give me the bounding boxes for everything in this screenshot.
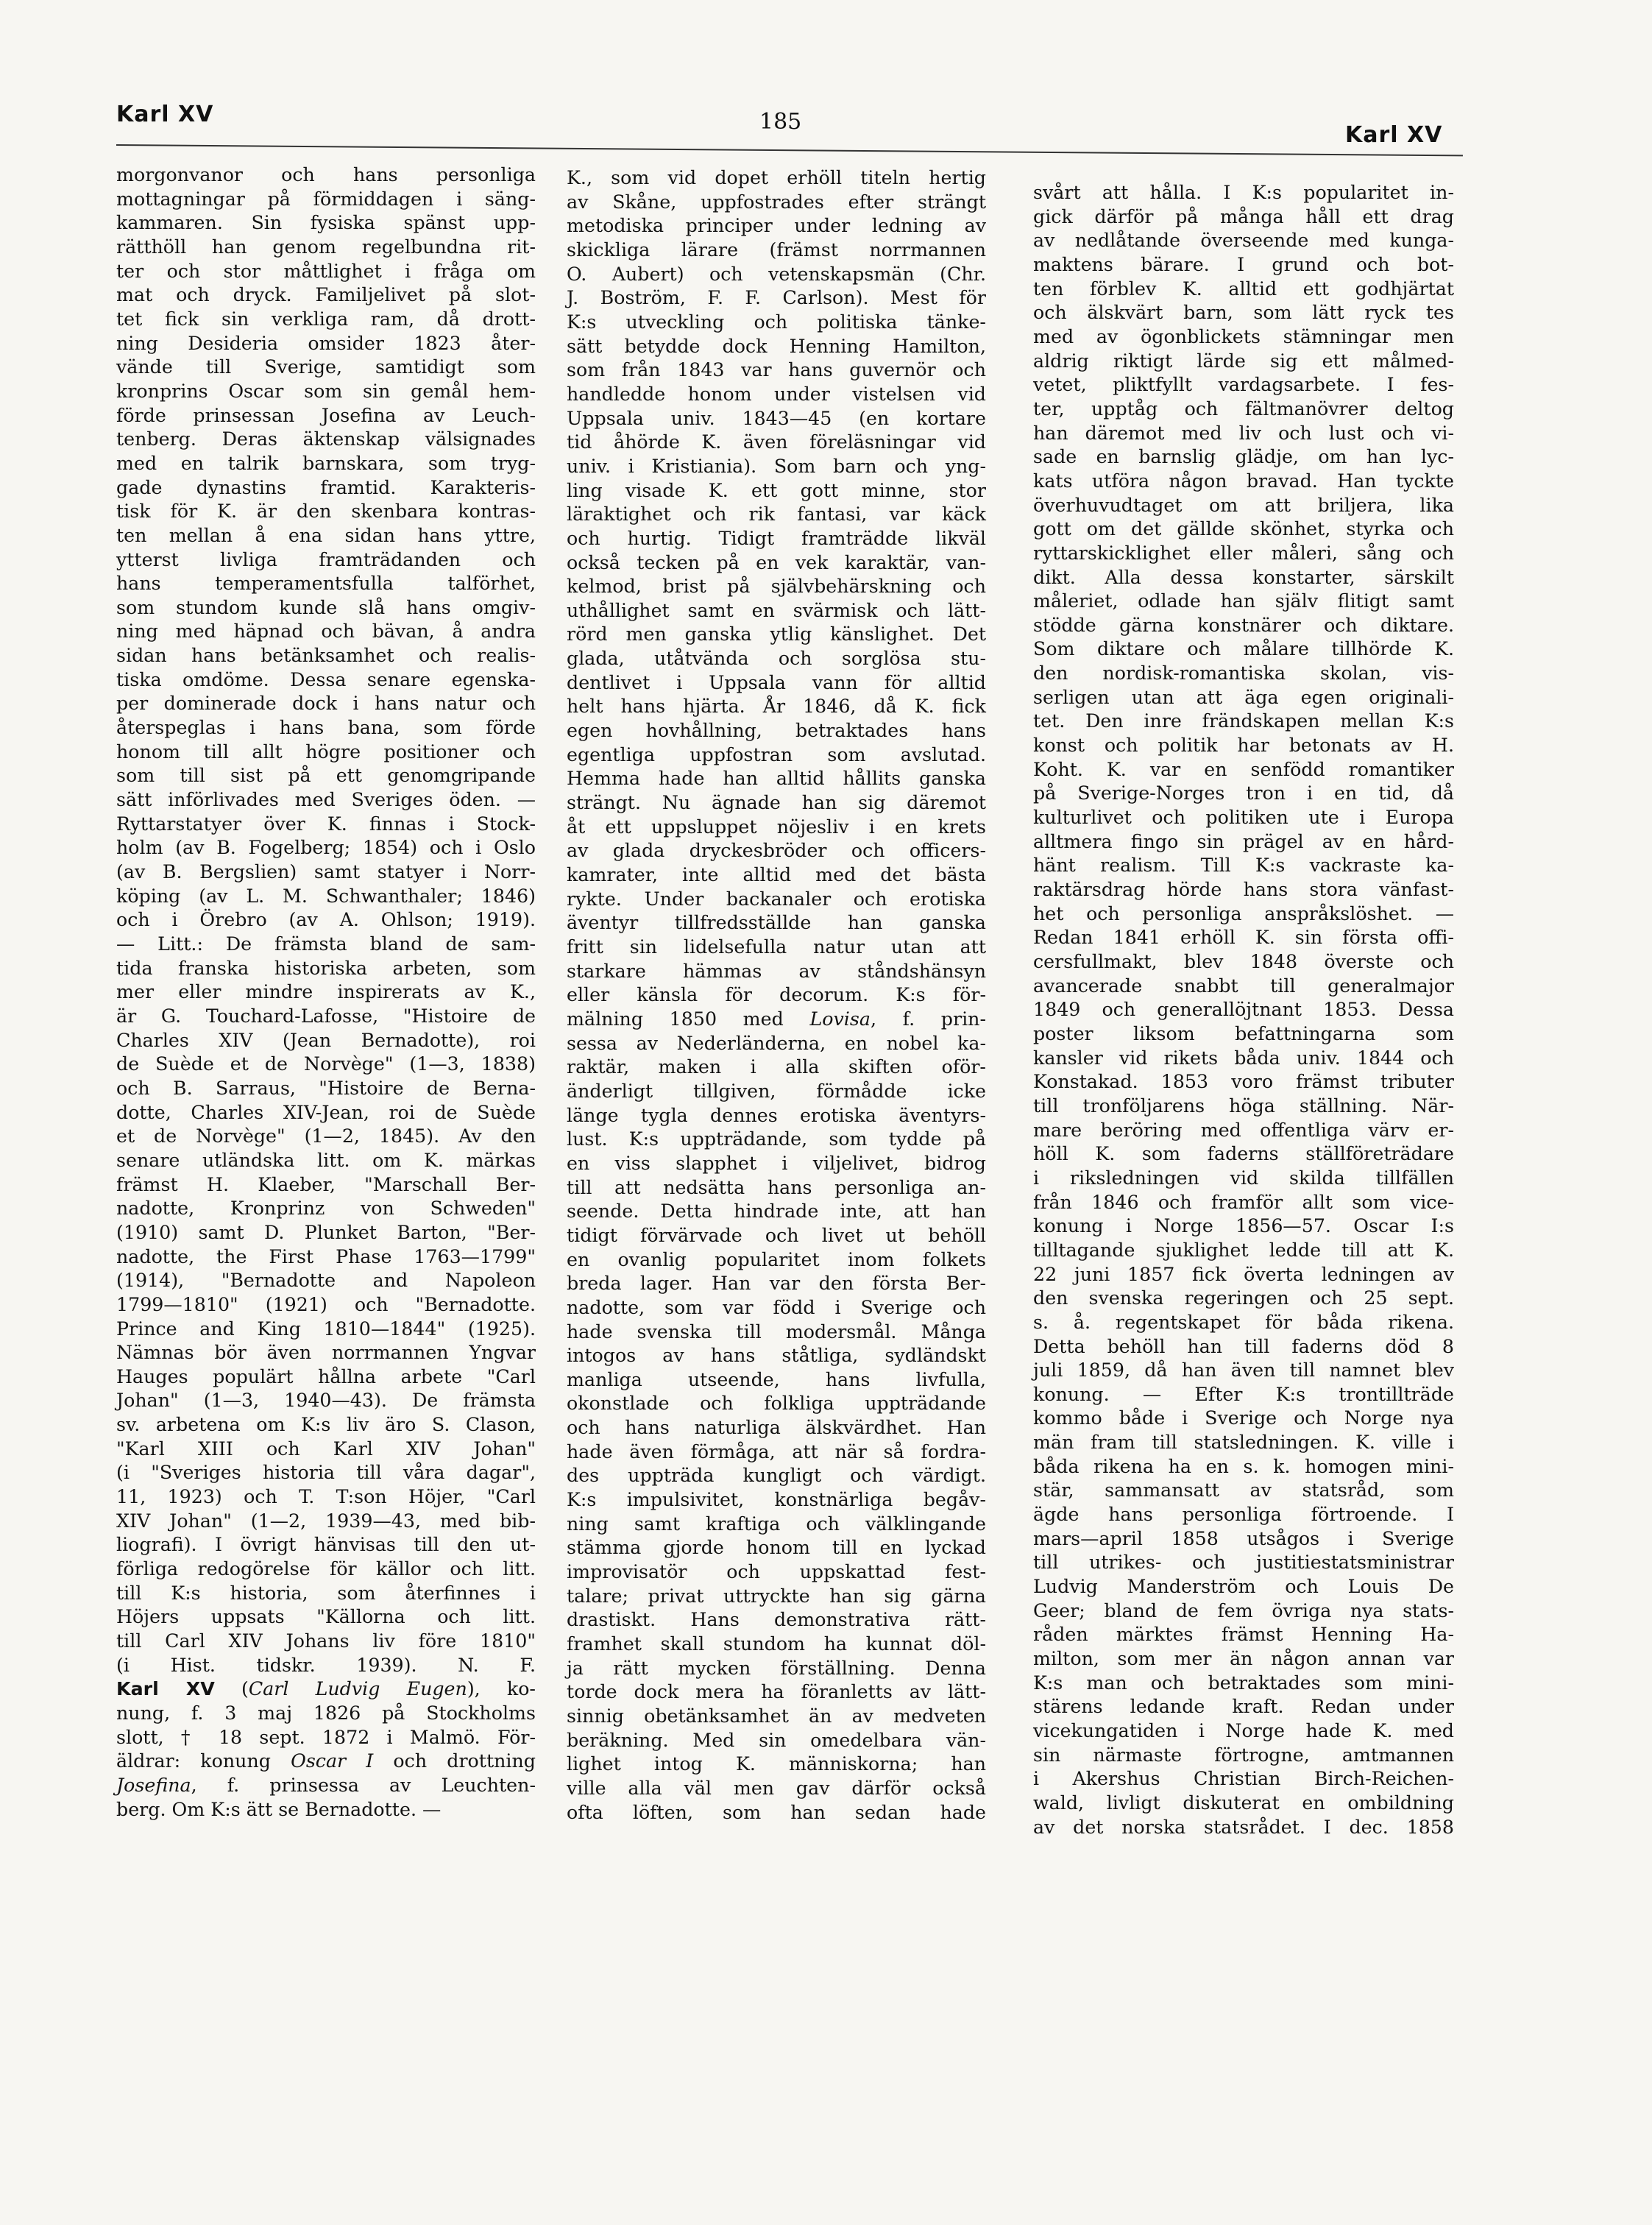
text-line: Detta behöll han till faderns död 8 [1033, 1335, 1454, 1357]
italic-name: Josefina [116, 1774, 191, 1796]
text-line: män fram till statsledningen. K. ville i [1033, 1432, 1454, 1454]
text-line: egentliga uppfostran som avslutad. [567, 743, 986, 765]
text-line: et de Norvège" (1—2, 1845). Av den [116, 1125, 536, 1147]
text-line: stärens ledande kraft. Redan under [1033, 1696, 1454, 1718]
text-line: ville alla väl men gav därför också [567, 1777, 986, 1799]
text-line: holm (av B. Fogelberg; 1854) och i Oslo [116, 837, 536, 859]
text-line: av nedlåtande överseende med kunga- [1033, 230, 1454, 252]
text-line: Koht. K. var en senfödd romantiker [1033, 758, 1454, 780]
text-line: ter, upptåg och fältmanövrer deltog [1033, 397, 1454, 420]
text-line: förde prinsessan Josefina av Leuch- [116, 404, 536, 426]
text-line: hade svenska till modersmål. Många [567, 1320, 986, 1343]
text-line: mälning 1850 med Lovisa, f. prin- [567, 1008, 987, 1030]
text-line: med av ögonblickets stämningar men [1033, 325, 1454, 347]
text-line: improvisatör och uppskattad fest- [567, 1561, 986, 1583]
text-line: beräkning. Med sin omedelbara vän- [567, 1729, 986, 1751]
text-line: överhuvudtaget om att briljera, lika [1033, 494, 1454, 516]
text-line: sade en barnslig glädje, om han lyc- [1033, 446, 1454, 468]
text-line: konst och politik har betonats av H. [1033, 735, 1454, 757]
text-line: Som diktare och målare tillhörde K. [1033, 638, 1454, 660]
text-line: nadotte, Kronprinz von Schweden" [116, 1198, 536, 1220]
text-line: strängt. Nu ägnade han sig däremot [567, 792, 986, 814]
text-line: förliga redogörelse för källor och litt. [116, 1558, 536, 1580]
text-line: som stundom kunde slå hans omgiv- [116, 596, 536, 618]
text-line: rörd men ganska ytlig känslighet. Det [567, 623, 986, 645]
text-line: slott, † 18 sept. 1872 i Malmö. För- [116, 1726, 536, 1748]
text-line: och B. Sarraus, "Histoire de Berna- [116, 1077, 536, 1099]
text-line: senare utländska litt. om K. märkas [116, 1149, 536, 1171]
text-line: raktärsdrag hörde hans stora vänfast- [1033, 879, 1454, 901]
text-line: (1914), "Bernadotte and Napoleon [116, 1270, 536, 1292]
text-line: dentlivet i Uppsala vann för alltid [567, 671, 986, 693]
text-line: mare beröring med offentliga värv er- [1033, 1119, 1454, 1141]
text-line: rätthöll han genom regelbundna rit- [116, 236, 536, 258]
text-line: K:s utveckling och politiska tänke- [567, 311, 986, 333]
text-line: 1799—1810" (1921) och "Bernadotte. [116, 1293, 536, 1315]
text-line: (av B. Bergslien) samt statyer i Norr- [116, 861, 536, 883]
text-line: råden märktes främst Henning Ha- [1033, 1624, 1454, 1646]
text-line: mer eller mindre inspirerats av K., [116, 981, 536, 1003]
text-line: tenberg. Deras äktenskap välsignades [116, 428, 536, 450]
text-line: ytterst livliga framträdanden och [116, 548, 536, 570]
text-line: ten förblev K. alltid ett godhjärtat [1033, 277, 1454, 300]
text-line: den nordisk-romantiska skolan, vis- [1033, 662, 1454, 685]
running-head-right: Karl XV [1345, 122, 1443, 148]
column-1-paragraph-2 [116, 1702, 536, 1822]
text-line: kamrater, inte alltid med det bästa [567, 864, 986, 886]
text-line: per dominerade dock i hans natur och [116, 693, 536, 715]
text-line: sv. arbetena om K:s liv äro S. Clason, [116, 1414, 536, 1436]
text-line: kommo både i Sverige och Norge nya [1033, 1407, 1454, 1429]
text-line: till att nedsätta hans personliga an- [567, 1176, 986, 1198]
text-line: okonstlade och folkliga uppträdande [567, 1393, 986, 1415]
text-line: sätt införlivades med Sveriges öden. — [116, 789, 536, 811]
text-line: dotte, Charles XIV-Jean, roi de Suède [116, 1101, 536, 1123]
text-line: till K:s historia, som återfinnes i [116, 1582, 536, 1604]
text-line: rykte. Under backanaler och erotiska [567, 888, 986, 910]
running-head-left: Karl XV [116, 102, 214, 127]
text-column-3 [1033, 181, 1454, 1839]
text-line: och hans naturliga älskvärdhet. Han [567, 1417, 986, 1439]
text-line: och i Örebro (av A. Ohlson; 1919). [116, 909, 536, 931]
text-line: tet fick sin verkliga ram, då drott- [116, 308, 536, 330]
text-line: eller känsla för decorum. K:s för- [567, 984, 986, 1006]
text-line: "Karl XIII och Karl XIV Johan" [116, 1437, 536, 1460]
text-line: till Carl XIV Johans liv före 1810" [116, 1630, 536, 1652]
text-line: 11, 1923) och T. T:son Höjer, "Carl [116, 1486, 536, 1508]
text-line: änderligt tillgiven, förmådde icke [567, 1080, 986, 1102]
text-line: länge tygla dennes erotiska äventyrs- [567, 1104, 986, 1126]
text-line: Uppsala univ. 1843—45 (en kortare [567, 407, 986, 429]
text-line: Konstakad. 1853 voro främst tributer [1033, 1071, 1454, 1093]
text-line: äldrar: konung Oscar I och drottning [116, 1750, 536, 1772]
text-line: K:s man och betraktades som mini- [1033, 1672, 1454, 1694]
text-line: gade dynastins framtid. Karakteris- [116, 476, 536, 498]
text-line: som till sist på ett genomgripande [116, 765, 536, 787]
text-line: kronprins Oscar som sin gemål hem- [116, 380, 536, 402]
text-line: ja rätt mycken förställning. Denna [567, 1657, 986, 1679]
text-line: Hemma hade han alltid hållits ganska [567, 768, 986, 790]
text-line: ning samt kraftiga och välklingande [567, 1513, 986, 1535]
text-line: från 1846 och framför allt som vice- [1033, 1191, 1454, 1213]
text-line: fritt sin lidelsefulla natur utan att [567, 936, 986, 958]
text-line: K., som vid dopet erhöll titeln hertig [567, 167, 986, 188]
text-line: lighet intog K. människorna; han [567, 1753, 986, 1775]
entry-title: Karl XV [116, 1678, 215, 1700]
text-line: läraktighet och rik fantasi, var käck [567, 503, 986, 526]
text-line: XIV Johan" (1—2, 1939—43, med bib- [116, 1510, 536, 1532]
text-line: sätt betydde dock Henning Hamilton, [567, 335, 986, 357]
text-line: främst H. Klaeber, "Marschall Ber- [116, 1173, 536, 1195]
text-line: ling visade K. ett gott minne, stor [567, 479, 986, 501]
text-line: drastiskt. Hans demonstrativa rätt- [567, 1609, 986, 1631]
text-line: nadotte, the First Phase 1763—1799" [116, 1245, 536, 1267]
text-line: alltmera fingo sin prägel av en hård- [1033, 830, 1454, 852]
text-line: kulturlivet och politiken ute i Europa [1033, 807, 1454, 829]
text-line: metodiska principer under ledning av [567, 215, 986, 237]
text-line: dikt. Alla dessa konstarter, särskilt [1033, 566, 1454, 588]
text-line: — Litt.: De främsta bland de sam- [116, 933, 536, 955]
text-line: de Suède et de Norvège" (1—3, 1838) [116, 1053, 536, 1075]
text-line: ter och stor måttlighet i fråga om [116, 260, 536, 282]
text-line: konung i Norge 1856—57. Oscar I:s [1033, 1215, 1454, 1237]
text-line: 1849 och generallöjtnant 1853. Dessa [1033, 999, 1454, 1021]
text-line: ten mellan å ena sidan hans yttre, [116, 524, 536, 546]
text-line: vetet, pliktfyllt vardagsarbete. I fes- [1033, 374, 1454, 396]
text-line: Hauges populärt hållna arbete "Carl [116, 1365, 536, 1387]
text-line: ning med häpnad och bävan, å andra [116, 620, 536, 643]
text-line: s. å. regentskapet för båda rikena. [1033, 1311, 1454, 1333]
text-line: sin närmaste förtrogne, amtmannen [1033, 1744, 1454, 1766]
text-line: i riksledningen vid skilda tillfällen [1033, 1167, 1454, 1189]
text-line: lust. K:s uppträdande, som tydde på [567, 1128, 986, 1150]
text-line: tisk för K. är den skenbara kontras- [116, 500, 536, 523]
entry-full-name: Carl Ludvig Eugen [248, 1678, 467, 1700]
text-line: seende. Detta hindrade inte, att han [567, 1200, 986, 1223]
text-line: åt ett uppsluppet nöjesliv i en krets [567, 816, 986, 838]
text-line: gott om det gällde skönhet, styrka och [1033, 518, 1454, 540]
text-line: Geer; bland de fem övriga nya stats- [1033, 1599, 1454, 1621]
text-line: mars—april 1858 utsågos i Sverige [1033, 1527, 1454, 1549]
text-line: honom till allt högre positioner och [116, 740, 536, 763]
text-line: glada, utåtvända och sorglösa stu- [567, 648, 986, 670]
text-line: svårt att hålla. I K:s popularitet in- [1033, 182, 1454, 203]
text-line: höll K. som faderns ställföreträdare [1033, 1143, 1454, 1165]
header-rule [116, 144, 1463, 156]
text-line: O. Aubert) och vetenskapsmän (Chr. [567, 263, 986, 285]
text-line: milton, som mer än någon annan var [1033, 1648, 1454, 1670]
text-line: återspeglas i hans bana, som förde [116, 717, 536, 739]
text-line: måleriet, odlade han själv flitigt samt [1033, 590, 1454, 612]
text-line: tida franska historiska arbeten, som [116, 957, 536, 979]
text-line: tilltagande sjuklighet ledde till att K. [1033, 1239, 1454, 1261]
text-line: liografi). I övrigt hänvisas till den ut- [116, 1534, 536, 1556]
text-column-1 [116, 163, 536, 1822]
text-line: av glada dryckesbröder och officers- [567, 840, 986, 862]
text-line: uthållighet samt en svärmisk och lätt- [567, 599, 986, 621]
text-line: en ovanlig popularitet inom folkets [567, 1248, 986, 1270]
text-line: nadotte, som var född i Sverige och [567, 1296, 986, 1318]
text-line: äventyr tillfredsställde han ganska [567, 912, 986, 934]
text-line: helt hans hjärta. År 1846, då K. fick [567, 696, 986, 718]
text-line: konung. — Efter K:s trontillträde [1033, 1383, 1454, 1405]
text-line: manliga utseende, hans livfulla, [567, 1368, 986, 1390]
text-line: ägde hans personliga förtroende. I [1033, 1504, 1454, 1526]
text-line: morgonvanor och hans personliga [116, 164, 536, 185]
text-line: tet. Den inre frändskapen mellan K:s [1033, 710, 1454, 732]
text-line: tiska omdöme. Dessa senare egenska- [116, 668, 536, 690]
text-line: egen hovhållning, betraktades hans [567, 720, 986, 742]
text-line: köping (av L. M. Schwanthaler; 1846) [116, 885, 536, 907]
text-line: starkare hämmas av ståndshänsyn [567, 960, 986, 982]
text-line: i Akershus Christian Birch-Reichen- [1033, 1768, 1454, 1790]
text-line: till utrikes- och justitiestatsministrar [1033, 1552, 1454, 1574]
text-line: mat och dryck. Familjelivet på slot- [116, 284, 536, 306]
text-column-2 [567, 166, 986, 1825]
text-line: vicekungatiden i Norge hade K. med [1033, 1720, 1454, 1741]
text-line: avancerade snabbt till generalmajor [1033, 974, 1454, 997]
text-line: (i Hist. tidskr. 1939). N. F. [116, 1654, 536, 1676]
text-line: Nämnas bör även norrmannen Yngvar [116, 1342, 536, 1364]
text-line: aldrig riktigt lärde sig ett målmed- [1033, 350, 1454, 372]
text-line: mottagningar på förmiddagen i säng- [116, 188, 536, 210]
italic-name: Oscar I [291, 1750, 374, 1772]
text-line: juli 1859, då han även till namnet blev [1033, 1359, 1454, 1382]
entry-line-rest: ), ko- [467, 1678, 536, 1700]
text-line: het och personliga anspråkslöshet. — [1033, 902, 1454, 924]
text-line: Charles XIV (Jean Bernadotte), roi [116, 1029, 536, 1051]
column-1-paragraph-1 [116, 163, 536, 1677]
text-line: av Skåne, uppfostrades efter strängt [567, 191, 986, 213]
text-line: univ. i Kristiania). Som barn och yng- [567, 455, 986, 477]
text-line: 22 juni 1857 fick överta ledningen av [1033, 1263, 1454, 1285]
text-line: Höjers uppsats "Källorna och litt. [116, 1606, 536, 1628]
text-line: sidan hans betänksamhet och realis- [116, 645, 536, 667]
text-line: till tronföljarens höga ställning. När- [1033, 1094, 1454, 1117]
text-line: på Sverige-Norges tron i en tid, då [1033, 782, 1454, 804]
text-line: Prince and King 1810—1844" (1925). [116, 1317, 536, 1340]
text-line: intogos av hans ståtliga, sydländskt [567, 1345, 986, 1367]
text-line: cersfullmakt, blev 1848 överste och [1033, 951, 1454, 972]
text-line: raktär, maken i alla skiften oför- [567, 1056, 986, 1078]
text-line: en viss slapphet i viljelivet, bidrog [567, 1152, 986, 1174]
text-line: är G. Touchard-Lafosse, "Histoire de [116, 1005, 536, 1027]
text-line: som från 1843 var hans guvernör och [567, 359, 986, 381]
text-line: den svenska regeringen och 25 sept. [1033, 1287, 1454, 1309]
text-line: och hurtig. Tidigt framträdde likväl [567, 527, 986, 549]
text-line: berg. Om K:s ätt se Bernadotte. — [116, 1798, 442, 1820]
text-line: kansler vid rikets båda univ. 1844 och [1033, 1047, 1454, 1069]
text-line: också tecken på en vek karaktär, van- [567, 551, 986, 573]
text-line: skickliga lärare (främst norrmannen [567, 238, 986, 261]
text-line: Johan" (1—3, 1940—43). De främsta [116, 1390, 536, 1412]
text-line: tidigt förvärvade och livet ut behöll [567, 1224, 986, 1246]
text-line: framhet skall stundom ha kunnat döl- [567, 1633, 986, 1655]
text-line: kats utföra någon bravad. Han tyckte [1033, 470, 1454, 492]
text-line: ofta löften, som han sedan hade [567, 1801, 986, 1823]
text-line: ryttarskicklighet eller måleri, sång och [1033, 542, 1454, 564]
text-line: Ryttarstatyer över K. finnas i Stock- [116, 813, 536, 835]
entry-heading-line: Karl XV (Carl Ludvig Eugen), ko- [116, 1678, 536, 1700]
text-line: torde dock mera ha föranletts av lätt- [567, 1681, 986, 1703]
text-line: stär, sammansatt av statsråd, som [1033, 1479, 1454, 1501]
text-line: kammaren. Sin fysiska spänst upp- [116, 212, 536, 234]
text-line: talare; privat uttryckte han sig gärna [567, 1585, 986, 1607]
text-line: serligen utan att äga egen originali- [1033, 686, 1454, 708]
text-line: gick därför på många håll ett drag [1033, 205, 1454, 227]
text-line: av det norska statsrådet. I dec. 1858 [1033, 1816, 1454, 1838]
text-line: vände till Sverige, samtidigt som [116, 356, 536, 378]
text-line: och älskvärt barn, som lätt ryck tes [1033, 302, 1454, 324]
text-line: Redan 1841 erhöll K. sin första offi- [1033, 927, 1454, 949]
text-line: (1910) samt D. Plunket Barton, "Ber- [116, 1221, 536, 1243]
text-line: hade även förmåga, att när så fordra- [567, 1440, 986, 1462]
text-line: K:s impulsivitet, konstnärliga begåv- [567, 1489, 986, 1511]
text-line: båda rikena ha en s. k. homogen mini- [1033, 1455, 1454, 1477]
text-line: kelmod, brist på självbehärskning och [567, 576, 986, 598]
text-line: nung, f. 3 maj 1826 på Stockholms [116, 1702, 536, 1724]
text-line: hans temperamentsfulla talförhet, [116, 573, 536, 595]
text-line: stämma gjorde honom till en lyckad [567, 1537, 986, 1559]
text-line: Josefina, f. prinsessa av Leuchten- [116, 1774, 536, 1796]
text-line: breda lager. Han var den första Ber- [567, 1273, 986, 1295]
text-line: ning Desideria omsider 1823 åter- [116, 332, 536, 354]
page-number: 185 [759, 109, 802, 135]
text-line: med en talrik barnskara, som tryg- [116, 452, 536, 474]
text-line: poster liksom befattningarna som [1033, 1022, 1454, 1044]
text-line: han däremot med liv och lust och vi- [1033, 422, 1454, 444]
text-line: stödde gärna konstnärer och diktare. [1033, 614, 1454, 636]
text-line: tid åhörde K. även föreläsningar vid [567, 431, 986, 453]
text-line: handledde honom under vistelsen vid [567, 383, 986, 405]
text-line: (i "Sveriges historia till våra dagar", [116, 1462, 536, 1484]
text-line: J. Boström, F. F. Carlson). Mest för [567, 287, 986, 309]
text-line: wald, livligt diskuterat en ombildning [1033, 1791, 1454, 1814]
text-line: Ludvig Manderström och Louis De [1033, 1576, 1454, 1598]
text-line: sinnig obetänksamhet än av medveten [567, 1705, 986, 1727]
text-line: sessa av Nederländerna, en nobel ka- [567, 1032, 986, 1054]
text-line: des uppträda kungligt och värdigt. [567, 1465, 986, 1487]
text-line: hänt realism. Till K:s vackraste ka- [1033, 855, 1454, 877]
italic-name: Lovisa [809, 1008, 871, 1030]
text-line: maktens bärare. I grund och bot- [1033, 253, 1454, 275]
